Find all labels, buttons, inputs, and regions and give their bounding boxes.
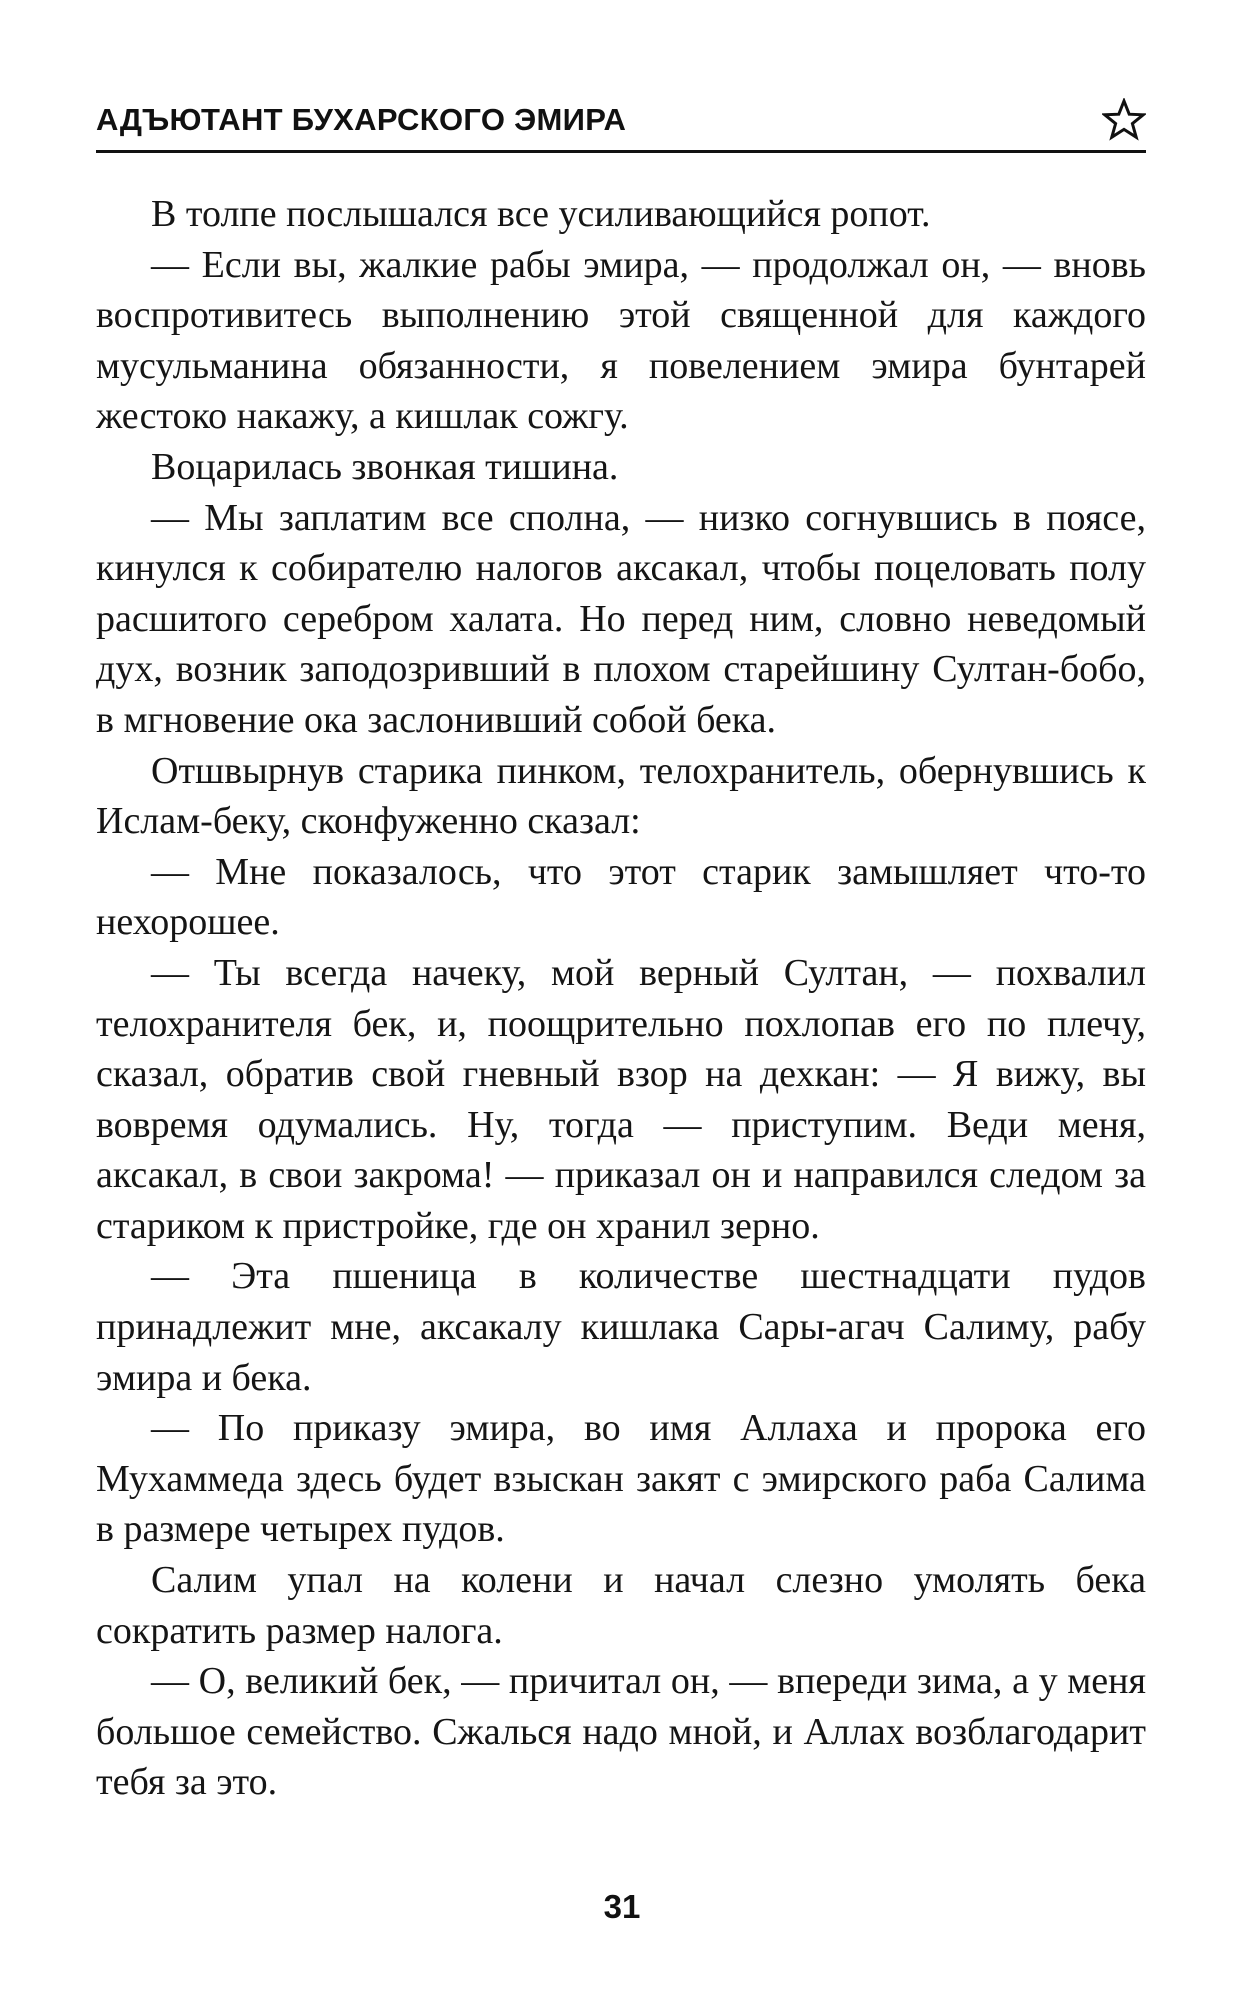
paragraph: — Мне показалось, что этот старик замышляет что-то нехорошее. [96, 850, 1146, 944]
paragraph: — Эта пшеница в количестве шестнадцати пудов принадлежит мне, аксакалу кишлака Сары-агач Салиму, рабу эмира и бека. [96, 1255, 1146, 1399]
paragraph: — Если вы, жалкие рабы эмира, — продолжал он, — вновь воспротивитесь выполнению этой священной для каждого мусульманина обязанности, я повелением эмира бунтарей жестоко накажу, а кишлак сожгу. [96, 243, 1146, 438]
book-title: АДЪЮТАНТ БУХАРСКОГО ЭМИРА [96, 102, 627, 137]
paragraph: — По приказу эмира, во имя Аллаха и пророка его Мухаммеда здесь будет взыскан закят с эмирского раба Салима в размере четырех пудов. [96, 1407, 1146, 1551]
paragraph: Воцарилась звонкая тишина. [151, 445, 619, 488]
paragraph: — Мы заплатим все сполна, — низко согнувшись в поясе, кинулся к собирателю налогов аксакал, чтобы поцеловать полу расшитого серебром халата. Но перед ним, словно неведомый дух, возник заподозривший в плохом старейшину Султан-бобо, в мгновение ока заслонивший собой бека. [96, 496, 1146, 741]
page-text [96, 189, 1146, 1808]
running-header [96, 98, 1146, 156]
paragraph: — Ты всегда начеку, мой верный Султан, — похвалил телохранителя бек, и, поощрительно похлопав его по плечу, сказал, обратив свой гневный взор на дехкан: — Я вижу, вы вовремя одумались. Ну, тогда — приступим. Веди меня, аксакал, в свои закрома! — приказал он и направился следом за стариком к пристройке, где он хранил зерно. [96, 951, 1146, 1247]
paragraph: Отшвырнув старика пинком, телохранитель, обернувшись к Ислам-беку, сконфуженно сказал: [96, 749, 1146, 843]
page-number: 31 [603, 1888, 641, 1925]
header-rule [96, 150, 1146, 153]
paragraph: — О, великий бек, — причитал он, — впереди зима, а у меня большое семейство. Сжалься надо мной, и Аллах возблагодарит тебя за это. [96, 1660, 1146, 1804]
star-outline-icon [1102, 98, 1146, 142]
paragraph: В толпе послышался все усиливающийся ропот. [151, 193, 931, 235]
paragraph: Салим упал на колени и начал слезно умолять бека сократить размер налога. [96, 1559, 1146, 1652]
